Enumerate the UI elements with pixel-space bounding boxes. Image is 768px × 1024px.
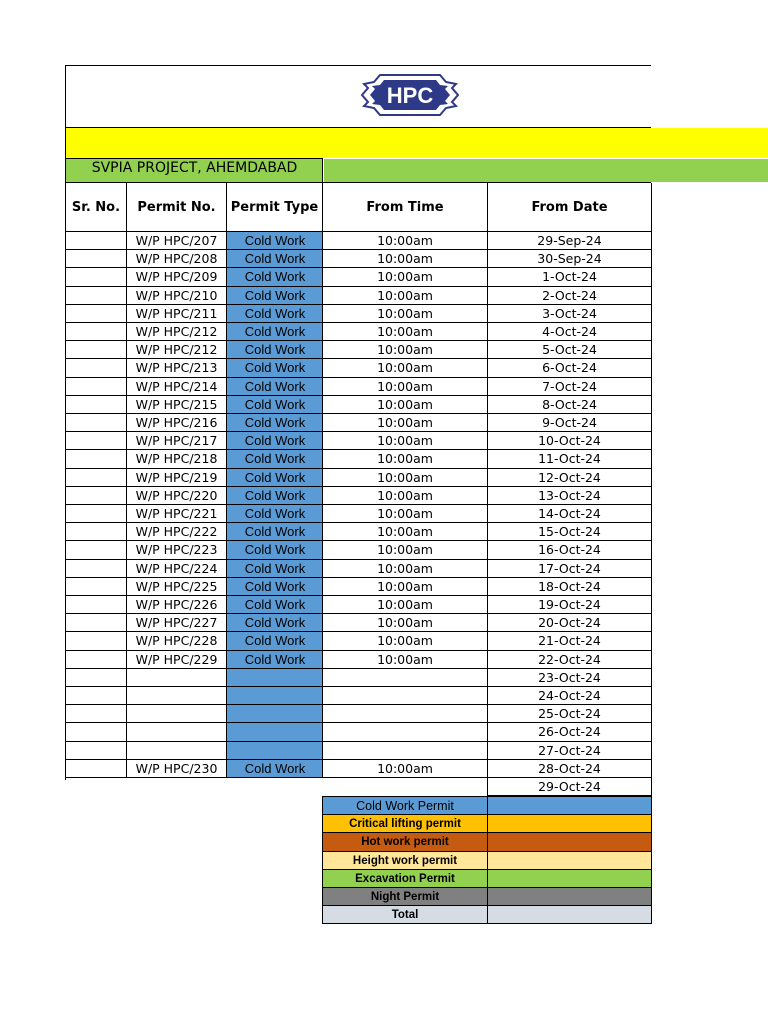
permit-type-cell: Cold Work — [227, 232, 323, 250]
from-date-cell: 10-Oct-24 — [538, 433, 601, 448]
sr-no-cell — [66, 596, 126, 614]
legend-label: Cold Work Permit — [323, 797, 487, 815]
from-time-cell — [323, 687, 487, 705]
sr-no-cell — [66, 560, 126, 578]
from-date-cell: 23-Oct-24 — [538, 670, 601, 685]
sr-no-cell — [66, 742, 126, 760]
legend-column-divider — [487, 796, 488, 924]
sr-no-cell — [66, 687, 126, 705]
legend-label: Total — [323, 906, 487, 924]
legend-label: Hot work permit — [323, 833, 487, 851]
sr-no-cell — [66, 378, 126, 396]
permit-type-cell: Cold Work — [227, 632, 323, 650]
permit-no-cell: W/P HPC/217 — [135, 433, 218, 448]
green-row-divider — [322, 158, 323, 182]
permit-type-cell: Cold Work — [227, 414, 323, 432]
permit-no-cell: W/P HPC/223 — [135, 542, 218, 557]
from-time-cell: 10:00am — [377, 324, 433, 339]
permit-no-cell: W/P HPC/211 — [135, 306, 218, 321]
from-time-cell: 10:00am — [377, 542, 433, 557]
permit-type-cell — [227, 669, 323, 687]
permit-type-cell: Cold Work — [227, 341, 323, 359]
sr-no-cell — [66, 523, 126, 541]
from-time-cell: 10:00am — [377, 269, 433, 284]
from-date-cell: 29-Oct-24 — [538, 779, 601, 794]
legend-label: Excavation Permit — [323, 870, 487, 888]
from-time-cell: 10:00am — [377, 579, 433, 594]
sr-no-cell — [66, 414, 126, 432]
legend-count-cell — [488, 797, 651, 815]
legend-count-cell — [488, 906, 651, 924]
permit-no-cell: W/P HPC/228 — [135, 633, 218, 648]
from-date-cell: 5-Oct-24 — [542, 342, 597, 357]
from-time-cell: 10:00am — [377, 488, 433, 503]
permit-type-cell: Cold Work — [227, 432, 323, 450]
permit-no-cell: W/P HPC/209 — [135, 269, 218, 284]
legend-column-divider — [322, 796, 323, 924]
legend-count-cell — [488, 870, 651, 888]
from-time-cell — [323, 705, 487, 723]
permit-no-cell: W/P HPC/215 — [135, 397, 218, 412]
green-row-top — [65, 158, 323, 159]
permit-no-cell: W/P HPC/226 — [135, 597, 218, 612]
permit-type-cell: Cold Work — [227, 396, 323, 414]
from-time-cell: 10:00am — [377, 633, 433, 648]
from-date-cell: 28-Oct-24 — [538, 761, 601, 776]
from-date-cell: 25-Oct-24 — [538, 706, 601, 721]
from-date-cell: 14-Oct-24 — [538, 506, 601, 521]
from-time-cell: 10:00am — [377, 761, 433, 776]
sr-no-cell — [66, 469, 126, 487]
permit-type-cell: Cold Work — [227, 541, 323, 559]
permit-type-cell: Cold Work — [227, 560, 323, 578]
from-date-cell: 29-Sep-24 — [537, 233, 602, 248]
sr-no-cell — [66, 705, 126, 723]
from-date-cell: 18-Oct-24 — [538, 579, 601, 594]
col-permit-no: Permit No. — [137, 199, 216, 215]
from-date-cell: 2-Oct-24 — [542, 288, 597, 303]
from-date-cell: 4-Oct-24 — [542, 324, 597, 339]
permit-no-cell: W/P HPC/227 — [135, 615, 218, 630]
permit-type-cell: Cold Work — [227, 268, 323, 286]
permit-no-cell: W/P HPC/212 — [135, 342, 218, 357]
from-time-cell — [323, 723, 487, 741]
permit-type-cell: Cold Work — [227, 614, 323, 632]
sr-no-cell — [66, 268, 126, 286]
column-divider — [226, 183, 227, 778]
permit-type-cell: Cold Work — [227, 523, 323, 541]
sr-no-cell — [66, 723, 126, 741]
sr-no-cell — [66, 450, 126, 468]
permit-type-cell: Cold Work — [227, 305, 323, 323]
sr-no-cell — [66, 614, 126, 632]
from-time-cell: 10:00am — [377, 561, 433, 576]
from-time-cell: 10:00am — [377, 397, 433, 412]
sr-no-cell — [66, 396, 126, 414]
column-divider — [322, 183, 323, 778]
from-date-cell: 17-Oct-24 — [538, 561, 601, 576]
from-time-cell: 10:00am — [377, 470, 433, 485]
yellow-band — [66, 128, 768, 158]
project-title: SVPIA PROJECT, AHEMDABAD — [91, 160, 298, 176]
from-date-cell: 15-Oct-24 — [538, 524, 601, 539]
permit-no-cell — [127, 687, 226, 705]
from-time-cell: 10:00am — [377, 288, 433, 303]
permit-no-cell — [127, 723, 226, 741]
permit-no-cell: W/P HPC/219 — [135, 470, 218, 485]
permit-type-cell — [227, 687, 323, 705]
permit-no-cell: W/P HPC/208 — [135, 251, 218, 266]
from-time-cell: 10:00am — [377, 251, 433, 266]
from-date-cell: 16-Oct-24 — [538, 542, 601, 557]
column-divider — [126, 183, 127, 778]
from-date-cell: 22-Oct-24 — [538, 652, 601, 667]
sr-no-cell — [66, 651, 126, 669]
from-date-cell: 26-Oct-24 — [538, 724, 601, 739]
permit-type-cell: Cold Work — [227, 250, 323, 268]
from-time-cell: 10:00am — [377, 597, 433, 612]
from-time-cell: 10:00am — [377, 506, 433, 521]
sr-no-cell — [66, 287, 126, 305]
permit-no-cell: W/P HPC/213 — [135, 360, 218, 375]
col-from-date: From Date — [531, 199, 608, 215]
legend-column-divider — [651, 796, 652, 924]
from-time-cell: 10:00am — [377, 415, 433, 430]
permit-no-cell: W/P HPC/224 — [135, 561, 218, 576]
col-sr-no: Sr. No. — [71, 199, 121, 215]
permit-no-cell — [127, 742, 226, 760]
sr-no-cell — [66, 341, 126, 359]
from-date-cell: 8-Oct-24 — [542, 397, 597, 412]
sr-no-cell — [66, 232, 126, 250]
from-date-cell: 1-Oct-24 — [542, 269, 597, 284]
sr-no-cell — [66, 669, 126, 687]
legend-count-cell — [488, 888, 651, 906]
from-time-cell: 10:00am — [377, 233, 433, 248]
sr-no-cell — [66, 432, 126, 450]
col-permit-type: Permit Type — [230, 199, 319, 215]
permit-type-cell — [227, 742, 323, 760]
column-divider — [651, 183, 652, 796]
permit-type-cell: Cold Work — [227, 505, 323, 523]
from-date-cell: 27-Oct-24 — [538, 743, 601, 758]
from-date-cell: 12-Oct-24 — [538, 470, 601, 485]
legend-label: Critical lifting permit — [323, 815, 487, 833]
from-time-cell: 10:00am — [377, 342, 433, 357]
from-date-cell: 3-Oct-24 — [542, 306, 597, 321]
permit-type-cell — [227, 723, 323, 741]
legend-count-cell — [488, 852, 651, 870]
permit-no-cell — [127, 669, 226, 687]
from-date-cell: 9-Oct-24 — [542, 415, 597, 430]
hpc-logo — [360, 70, 460, 120]
permit-type-cell: Cold Work — [227, 487, 323, 505]
from-time-cell: 10:00am — [377, 360, 433, 375]
permit-no-cell: W/P HPC/218 — [135, 451, 218, 466]
permit-type-cell: Cold Work — [227, 578, 323, 596]
permit-type-cell: Cold Work — [227, 760, 323, 778]
legend-label: Height work permit — [323, 852, 487, 870]
sr-no-cell — [66, 760, 126, 778]
permit-no-cell: W/P HPC/214 — [135, 379, 218, 394]
from-time-cell: 10:00am — [377, 524, 433, 539]
permit-type-cell: Cold Work — [227, 323, 323, 341]
from-time-cell: 10:00am — [377, 433, 433, 448]
permit-no-cell: W/P HPC/225 — [135, 579, 218, 594]
sr-no-cell — [66, 359, 126, 377]
from-time-cell: 10:00am — [377, 306, 433, 321]
permit-type-cell: Cold Work — [227, 469, 323, 487]
from-date-cell: 30-Sep-24 — [537, 251, 602, 266]
sr-no-cell — [66, 487, 126, 505]
sr-no-cell — [66, 323, 126, 341]
sr-no-cell — [66, 505, 126, 523]
from-time-cell: 10:00am — [377, 451, 433, 466]
permit-type-cell: Cold Work — [227, 651, 323, 669]
from-date-cell: 13-Oct-24 — [538, 488, 601, 503]
sr-no-cell — [66, 578, 126, 596]
legend-top-line — [322, 796, 652, 797]
permit-no-cell: W/P HPC/210 — [135, 288, 218, 303]
from-date-cell: 6-Oct-24 — [542, 360, 597, 375]
permit-type-cell — [227, 705, 323, 723]
from-time-cell: 10:00am — [377, 652, 433, 667]
from-date-cell: 24-Oct-24 — [538, 688, 601, 703]
sr-no-cell — [66, 541, 126, 559]
permit-type-cell: Cold Work — [227, 359, 323, 377]
permit-no-cell: W/P HPC/222 — [135, 524, 218, 539]
green-band — [324, 159, 768, 182]
from-time-cell: 10:00am — [377, 379, 433, 394]
from-date-cell: 21-Oct-24 — [538, 633, 601, 648]
from-time-cell — [323, 742, 487, 760]
permit-type-cell: Cold Work — [227, 596, 323, 614]
permit-no-cell: W/P HPC/216 — [135, 415, 218, 430]
permit-type-cell: Cold Work — [227, 378, 323, 396]
permit-no-cell — [127, 705, 226, 723]
legend-count-cell — [488, 833, 651, 851]
permit-no-cell: W/P HPC/220 — [135, 488, 218, 503]
from-date-cell: 20-Oct-24 — [538, 615, 601, 630]
permit-no-cell: W/P HPC/212 — [135, 324, 218, 339]
permit-type-cell: Cold Work — [227, 450, 323, 468]
from-date-cell: 19-Oct-24 — [538, 597, 601, 612]
legend-label: Night Permit — [323, 888, 487, 906]
sr-no-cell — [66, 305, 126, 323]
col-from-time: From Time — [366, 199, 444, 215]
legend-count-cell — [488, 815, 651, 833]
permit-type-cell: Cold Work — [227, 287, 323, 305]
permit-no-cell: W/P HPC/221 — [135, 506, 218, 521]
sr-no-cell — [66, 250, 126, 268]
from-time-cell — [323, 669, 487, 687]
permit-no-cell: W/P HPC/230 — [135, 761, 218, 776]
frame-top-border — [65, 65, 651, 66]
sr-no-cell — [66, 632, 126, 650]
from-date-cell: 11-Oct-24 — [538, 451, 601, 466]
from-time-cell: 10:00am — [377, 615, 433, 630]
svg-text:HPC: HPC — [386, 83, 434, 108]
column-divider — [487, 183, 488, 796]
from-date-cell: 7-Oct-24 — [542, 379, 597, 394]
permit-no-cell: W/P HPC/207 — [135, 233, 218, 248]
permit-no-cell: W/P HPC/229 — [135, 652, 218, 667]
